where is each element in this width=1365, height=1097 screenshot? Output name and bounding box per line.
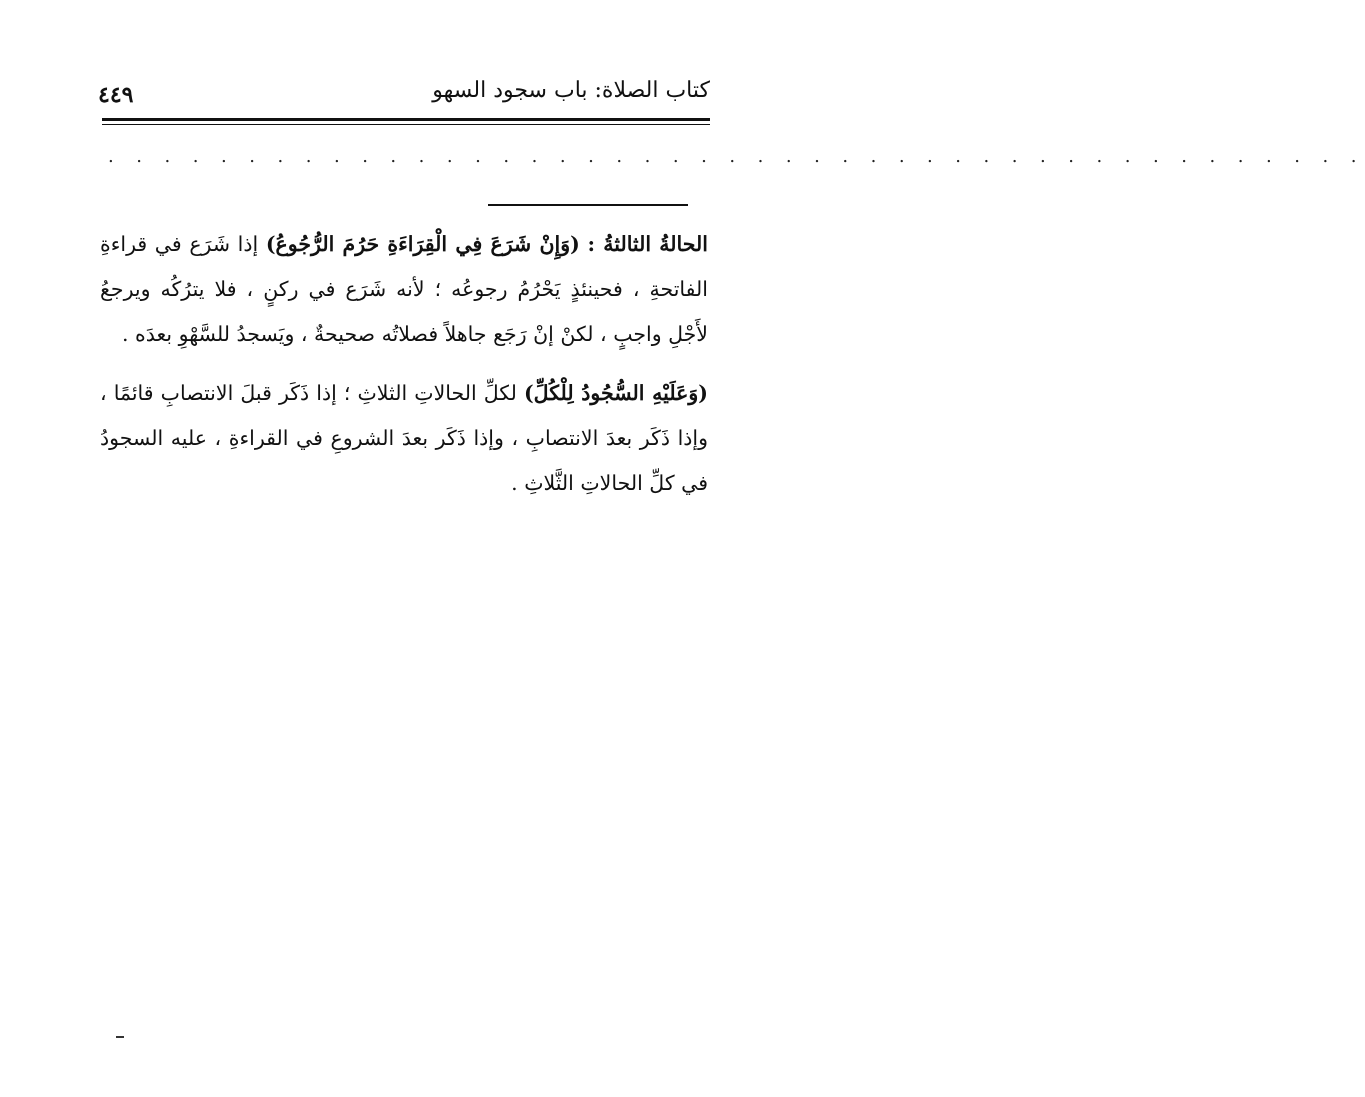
running-title: كتاب الصلاة: باب سجود السهو [432,78,710,103]
commentary-text: لكلِّ الحالاتِ الثلاثِ ؛ إذا ذَكَر قبلَ الانتصابِ قائمًا ، وإذا ذَكَر بعدَ الانتصابِ ، وإذا ذَكَر بعدَ الشروعِ في القراءةِ ، عليه السجودُ في كلِّ الحالاتِ الثَّلاثِ . [100,381,708,495]
case-heading: الحالةُ الثالثةُ : [587,232,708,256]
section-separator [488,204,688,206]
omission-dots: . . . . . . . . . . . . . . . . . . . . . . . . . . . . . . . . . . . . . . . . . . . . . [108,146,1365,167]
footer-mark [116,1036,124,1038]
matn-quote: (وَعَلَيْهِ السُّجُودُ لِلْكُلِّ) [523,381,708,405]
commentary-text: إذا شَرَع في قراءةِ الفاتحةِ ، فحينئذٍ يَحْرُمُ رجوعُه ؛ لأنه شَرَع في ركنٍ ، فلا يترُكُه ويرجعُ لأَجْلِ واجبٍ ، لكنْ إنْ رَجَع جاهلاً فصلاتُه صحيحةٌ ، ويَسجدُ للسَّهْوِ بعدَه . [100,232,708,346]
page-number: ٤٤٩ [98,82,134,108]
header-rule-thick [102,118,710,121]
body-text [100,222,708,506]
header-rule-thin [102,124,710,125]
matn-quote: (وَإِنْ شَرَعَ فِي الْقِرَاءَةِ حَرُمَ الرُّجُوعُ) [265,232,580,256]
paragraph-third-case [100,222,708,357]
paragraph-prostration [100,371,708,506]
page-header [98,72,710,112]
